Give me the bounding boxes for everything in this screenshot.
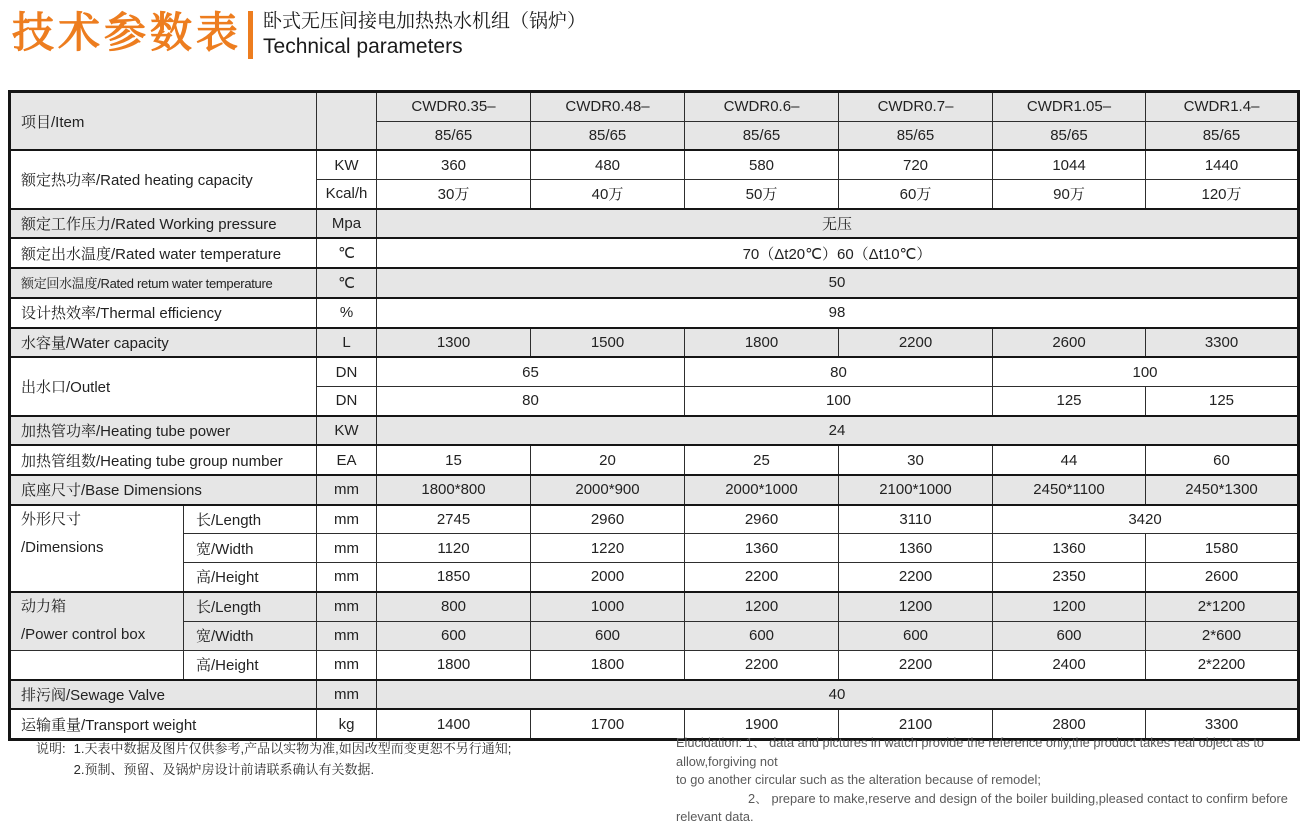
- unit-cell: [317, 92, 377, 151]
- value-cell: 100: [685, 386, 993, 415]
- value-cell: 80: [377, 386, 685, 415]
- footnotes-cn-lines: [74, 738, 512, 780]
- unit-cell: mm: [317, 680, 377, 710]
- value-cell: 1500: [531, 328, 685, 358]
- row-label-cell: 加热管功率/Heating tube power: [10, 416, 317, 446]
- value-cell: 60万: [839, 180, 993, 209]
- row-label-cell: 设计热效率/Thermal efficiency: [10, 298, 317, 328]
- sub-row-label-cell: 高/Height: [184, 563, 317, 592]
- table-row: [10, 563, 1299, 592]
- column-header-cell: 85/65: [531, 121, 685, 150]
- sub-row-label-cell: 宽/Width: [184, 534, 317, 563]
- row-label-cell: 排污阀/Sewage Valve: [10, 680, 317, 710]
- value-cell: 2960: [531, 505, 685, 534]
- column-header-cell: CWDR1.4–: [1146, 92, 1299, 122]
- value-cell: 1900: [685, 709, 839, 739]
- table-row: [10, 150, 1299, 179]
- value-cell: 1200: [839, 592, 993, 622]
- value-cell: 2960: [685, 505, 839, 534]
- table-row: [10, 445, 1299, 475]
- value-cell: 600: [531, 621, 685, 650]
- value-cell: 120万: [1146, 180, 1299, 209]
- value-cell: 125: [993, 386, 1146, 415]
- subtitle-en: Technical parameters: [263, 35, 463, 58]
- value-cell: 2200: [839, 563, 993, 592]
- value-cell: 1360: [993, 534, 1146, 563]
- value-cell: 1400: [377, 709, 531, 739]
- table-row: [10, 238, 1299, 268]
- value-cell: 1000: [531, 592, 685, 622]
- value-cell: 40万: [531, 180, 685, 209]
- table-row: [10, 268, 1299, 298]
- value-cell: 50: [377, 268, 1299, 298]
- footnote-en-line: Elucidation: 1、 data and pictures in watch provide the reference only,the product takes real object as to allow,forgiving not: [676, 735, 1265, 769]
- footnotes-cn-label: 说明:: [36, 741, 66, 756]
- column-header-cell: CWDR1.05–: [993, 92, 1146, 122]
- unit-cell: Kcal/h: [317, 180, 377, 209]
- value-cell: 2450*1100: [993, 475, 1146, 505]
- unit-cell: mm: [317, 621, 377, 650]
- title-divider: [248, 11, 253, 59]
- column-header-cell: CWDR0.48–: [531, 92, 685, 122]
- value-cell: 480: [531, 150, 685, 179]
- footnote-cn-line: 1.天表中数据及图片仅供参考,产品以实物为准,如因改型而变更恕不另行通知;: [73, 741, 512, 756]
- table-row: [10, 651, 1299, 680]
- value-cell: 20: [531, 445, 685, 475]
- value-cell: 44: [993, 445, 1146, 475]
- value-cell: 2200: [685, 563, 839, 592]
- table-row: [10, 680, 1299, 710]
- value-cell: 2*1200: [1146, 592, 1299, 622]
- page-header: [12, 8, 586, 60]
- page-title: 技术参数表: [12, 9, 243, 56]
- value-cell: 24: [377, 416, 1299, 446]
- value-cell: 1044: [993, 150, 1146, 179]
- table-row: [10, 209, 1299, 239]
- value-cell: 720: [839, 150, 993, 179]
- value-cell: 1300: [377, 328, 531, 358]
- value-cell: 90万: [993, 180, 1146, 209]
- row-label-cell: 额定热功率/Rated heating capacity: [10, 150, 317, 208]
- footnote-en-line: 2、 prepare to make,reserve and design of the boiler building,pleased contact to confirm before relevant data.: [676, 790, 1288, 824]
- value-cell: 2200: [839, 328, 993, 358]
- parameters-table-body: [10, 92, 1299, 740]
- value-cell: 2100: [839, 709, 993, 739]
- column-header-cell: CWDR0.35–: [377, 92, 531, 122]
- footnote-cn-line: 2.预制、预留、及锅炉房设计前请联系确认有关数据.: [73, 762, 375, 777]
- value-cell: 2000*900: [531, 475, 685, 505]
- value-cell: 1800*800: [377, 475, 531, 505]
- column-header-cell: 85/65: [839, 121, 993, 150]
- unit-cell: DN: [317, 357, 377, 386]
- unit-cell: Mpa: [317, 209, 377, 239]
- value-cell: 125: [1146, 386, 1299, 415]
- value-cell: 2200: [685, 651, 839, 680]
- value-cell: 30万: [377, 180, 531, 209]
- row-label-cell: 额定工作压力/Rated Working pressure: [10, 209, 317, 239]
- column-header-cell: 85/65: [993, 121, 1146, 150]
- unit-cell: ℃: [317, 268, 377, 298]
- value-cell: 2400: [993, 651, 1146, 680]
- value-cell: 80: [685, 357, 993, 386]
- unit-cell: mm: [317, 592, 377, 622]
- value-cell: 1440: [1146, 150, 1299, 179]
- unit-cell: L: [317, 328, 377, 358]
- row-label-cell: [10, 651, 184, 680]
- value-cell: 1220: [531, 534, 685, 563]
- parameters-table: [8, 90, 1300, 741]
- value-cell: 600: [685, 621, 839, 650]
- value-cell: 1800: [531, 651, 685, 680]
- unit-cell: mm: [317, 505, 377, 534]
- unit-cell: EA: [317, 445, 377, 475]
- value-cell: 1580: [1146, 534, 1299, 563]
- value-cell: 600: [993, 621, 1146, 650]
- value-cell: 30: [839, 445, 993, 475]
- unit-cell: kg: [317, 709, 377, 739]
- unit-cell: KW: [317, 416, 377, 446]
- value-cell: 60: [1146, 445, 1299, 475]
- subtitle-cn: 卧式无压间接电加热热水机组（锅炉）: [263, 11, 587, 32]
- value-cell: 100: [993, 357, 1299, 386]
- column-header-cell: 85/65: [685, 121, 839, 150]
- sub-row-label-cell: 高/Height: [184, 651, 317, 680]
- value-cell: 40: [377, 680, 1299, 710]
- column-header-cell: 85/65: [377, 121, 531, 150]
- table-row: [10, 534, 1299, 563]
- footnotes-cn: [36, 738, 511, 780]
- value-cell: 2350: [993, 563, 1146, 592]
- table-row: [10, 357, 1299, 386]
- value-cell: 1700: [531, 709, 685, 739]
- unit-cell: ℃: [317, 238, 377, 268]
- table-row: [10, 328, 1299, 358]
- value-cell: 50万: [685, 180, 839, 209]
- row-label-cell: 额定出水温度/Rated water temperature: [10, 238, 317, 268]
- row-label-cell: 动力箱 /Power control box: [10, 592, 184, 651]
- value-cell: 2745: [377, 505, 531, 534]
- value-cell: 360: [377, 150, 531, 179]
- table-row: [10, 416, 1299, 446]
- row-label-cell: 外形尺寸 /Dimensions: [10, 505, 184, 592]
- sub-row-label-cell: 长/Length: [184, 505, 317, 534]
- value-cell: 1200: [685, 592, 839, 622]
- value-cell: 1120: [377, 534, 531, 563]
- sub-row-label-cell: 长/Length: [184, 592, 317, 622]
- column-header-cell: CWDR0.6–: [685, 92, 839, 122]
- value-cell: 3300: [1146, 328, 1299, 358]
- row-label-cell: 项目/Item: [10, 92, 317, 151]
- page-subtitle: [263, 8, 586, 60]
- value-cell: 2600: [993, 328, 1146, 358]
- column-header-cell: CWDR0.7–: [839, 92, 993, 122]
- table-row: [10, 621, 1299, 650]
- value-cell: 580: [685, 150, 839, 179]
- row-label-cell: 水容量/Water capacity: [10, 328, 317, 358]
- unit-cell: KW: [317, 150, 377, 179]
- row-label-cell: 加热管组数/Heating tube group number: [10, 445, 317, 475]
- value-cell: 3420: [993, 505, 1299, 534]
- table-row: [10, 92, 1299, 122]
- value-cell: 1360: [685, 534, 839, 563]
- value-cell: 800: [377, 592, 531, 622]
- table-row: [10, 592, 1299, 622]
- table-row: [10, 298, 1299, 328]
- row-label-cell: 额定回水温度/Rated retum water temperature: [10, 268, 317, 298]
- value-cell: 2000*1000: [685, 475, 839, 505]
- value-cell: 2*2200: [1146, 651, 1299, 680]
- unit-cell: %: [317, 298, 377, 328]
- unit-cell: mm: [317, 563, 377, 592]
- value-cell: 15: [377, 445, 531, 475]
- value-cell: 1800: [685, 328, 839, 358]
- table-row: [10, 505, 1299, 534]
- value-cell: 65: [377, 357, 685, 386]
- value-cell: 2100*1000: [839, 475, 993, 505]
- value-cell: 2600: [1146, 563, 1299, 592]
- value-cell: 1850: [377, 563, 531, 592]
- value-cell: 2*600: [1146, 621, 1299, 650]
- row-label-cell: 运输重量/Transport weight: [10, 709, 317, 739]
- column-header-cell: 85/65: [1146, 121, 1299, 150]
- value-cell: 70（Δt20℃）60（Δt10℃）: [377, 238, 1299, 268]
- sub-row-label-cell: 宽/Width: [184, 621, 317, 650]
- value-cell: 25: [685, 445, 839, 475]
- unit-cell: mm: [317, 475, 377, 505]
- table-row: [10, 475, 1299, 505]
- value-cell: 1800: [377, 651, 531, 680]
- value-cell: 1360: [839, 534, 993, 563]
- value-cell: 3110: [839, 505, 993, 534]
- footnotes-en: [676, 734, 1304, 827]
- value-cell: 2800: [993, 709, 1146, 739]
- value-cell: 3300: [1146, 709, 1299, 739]
- unit-cell: DN: [317, 386, 377, 415]
- value-cell: 98: [377, 298, 1299, 328]
- row-label-cell: 出水口/Outlet: [10, 357, 317, 415]
- value-cell: 2000: [531, 563, 685, 592]
- value-cell: 600: [839, 621, 993, 650]
- value-cell: 2200: [839, 651, 993, 680]
- footnote-en-line: to go another circular such as the alteration because of remodel;: [676, 772, 1041, 787]
- unit-cell: mm: [317, 651, 377, 680]
- value-cell: 2450*1300: [1146, 475, 1299, 505]
- unit-cell: mm: [317, 534, 377, 563]
- value-cell: 无压: [377, 209, 1299, 239]
- value-cell: 600: [377, 621, 531, 650]
- value-cell: 1200: [993, 592, 1146, 622]
- row-label-cell: 底座尺寸/Base Dimensions: [10, 475, 317, 505]
